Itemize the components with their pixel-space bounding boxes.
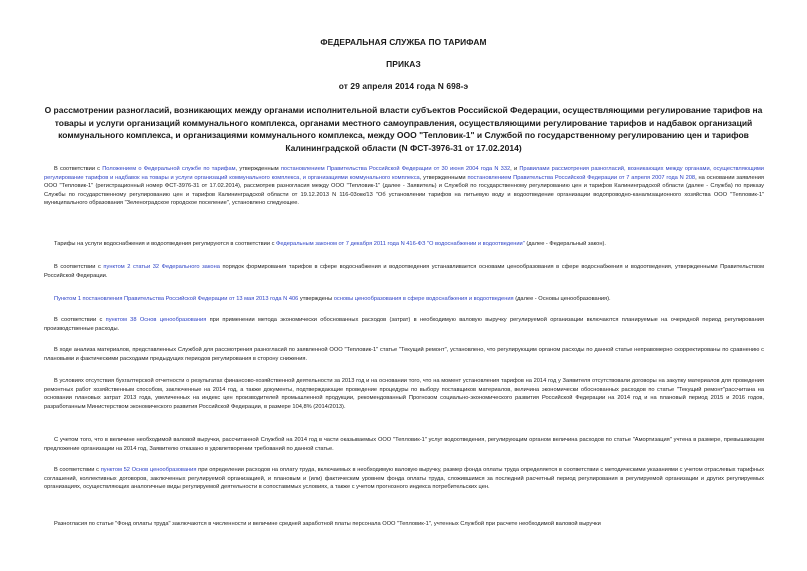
text: утверждены — [298, 296, 334, 302]
text: (далее - Федеральный закон). — [524, 241, 606, 247]
link-decree-332[interactable]: постановлением Правительства Российской Федерации от 30 июня 2004 года N 332 — [280, 166, 511, 172]
link-fts-regulation[interactable]: Положением о Федеральной службе по тарифам — [102, 166, 236, 172]
link-clause-52[interactable]: пунктом 52 Основ ценообразования — [100, 467, 197, 473]
text: Тарифы на услуги водоснабжения и водоотведения регулируются в соответствии с — [54, 241, 277, 247]
text: (далее - Основы ценообразования). — [513, 296, 611, 302]
paragraph-2 — [44, 240, 764, 249]
text: при применении метода экономически обоснованных расходов (затрат) в необходимую валовую выручку регулируемой организации включаются планируемые на очередной период регулирования производственные расходы. — [44, 317, 764, 332]
text: В соответствии с — [54, 166, 103, 172]
link-disagreement-rules[interactable]: Правилами рассмотрения разногласий, возникающих между органами, осуществляющими регулирование тарифов и надбавок на товары и услуги организаций коммунального комплекса, и организациями коммунального комплекса — [44, 166, 764, 181]
paragraph-5 — [44, 316, 764, 333]
paragraph-3 — [44, 263, 764, 280]
text: Разногласия по статье "Фонд оплаты труда" заключаются в численности и величине средней заработной платы персонала ООО "Тепловик-1", учтенных Службой при расчете необходимой валовой выручки — [54, 521, 601, 527]
link-decree-208[interactable]: постановлением Правительства Российской Федерации от 7 апреля 2007 года N 208 — [467, 174, 696, 181]
text: порядок формирования тарифов в сфере водоснабжения и водоотведения устанавливается основами ценообразования в сфере водоснабжения и водоотведения, утвержденными Правительством Российской Федерации. — [44, 264, 764, 279]
paragraph-6 — [44, 346, 764, 363]
text: , на основании заявления ООО "Тепловик-1" (регистрационный номер ФСТ-3976-31 от 17.02.2014), рассмотрев разногласия между ООО "Тепловик-1" (далее - Заявитель) и Службой по государственному регулированию цен и тарифов Калининградской области (далее - Служба) по приказу Службы по государственному регулированию цен и тарифов Калининградской области от 19.12.2013 N 116-03окк/13 "Об установлении тарифов на питьевую воду и водоотведение организации водопроводно-канализационного хозяйства ООО "Тепловик-1" муниципального образования "Зеленоградское городское поселение", установлено следующее. — [44, 174, 765, 207]
link-pricing-basics[interactable]: основы ценообразования в сфере водоснабжения и водоотведения — [333, 296, 514, 302]
text: В условиях отсутствия бухгалтерской отчетности о результатах финансово-хозяйственной деятельности за 2013 год и на основании того, что на момент установления тарифов на 2014 год у Заявителя отсутствовали договоры на закупку материалов для проведения ремонтных работ хозяйственным способом, заключенные на 2014 год, а также документы, подтверждающие проведение процедуры по выбору поставщиков материалов, величина экономически обоснованных расходов по статье "Текущий ремонт"рассчитана на основании плановых затрат 2013 года, увеличенных на индекс цен производителей промышленной продукции, рекомендованный Прогнозом социально-экономического развития Российской Федерации на 2014 год и на плановый период 2015 и 2016 годов, разработанным Министерством экономического развития Российской Федерации, в размере 104,8% (2014/2013). — [44, 378, 764, 410]
text: при определении расходов на оплату труда, включаемых в необходимую валовую выручку, размер фонда оплаты труда определяется в соответствии с методическими указаниями с учетом отраслевых тарифных соглашений, коллективных договоров, заключенных регулируемой организацией, и плановым и (или) фактическим уровнем фонда оплаты труда, сложившимся за последний расчетный период регулирования в регулируемой организации и других регулируемых организациях, осуществляющих аналогичные виды регулируемой деятельности в сопоставимых условиях, а также с учетом прогнозного индекса потребительских цен. — [44, 467, 765, 491]
document-type: ПРИКАЗ — [386, 59, 421, 69]
paragraph-10 — [44, 520, 764, 529]
text: , утвержденными — [419, 174, 468, 181]
text: , утвержденным — [235, 166, 281, 172]
document-date: от 29 апреля 2014 года N 698-э — [338, 81, 469, 91]
link-decree-406[interactable]: Пунктом 1 постановления Правительства Российской Федерации от 13 мая 2013 года N 406 — [54, 296, 299, 302]
link-clause-38[interactable]: пунктом 38 Основ ценообразования — [105, 317, 207, 323]
document-title: О рассмотрении разногласий, возникающих между органами исполнительной власти субъектов Российской Федерации, осуществляющими регулирование тарифов на товары и услуги организаций коммунального комплекса, органами местного самоуправления, осуществляющими регулирование тарифов и надбавок организаций коммунального комплекса, и организациями коммунального комплекса, между ООО "Тепловик-1" и Службой по государственному регулированию цен и тарифов Калининградской области (N ФСТ-3976-31 от 17.02.2014) — [44, 105, 763, 153]
paragraph-9 — [44, 466, 764, 492]
paragraph-8 — [44, 436, 764, 453]
paragraph-1 — [44, 165, 764, 208]
paragraph-7 — [44, 377, 764, 411]
text: С учетом того, что в величине необходимой валовой выручки, рассчитанной Службой на 2014 год в части оказываемых ООО "Тепловик-1" услуг водоотведения, регулирующим органом величина расходов по статье "Амортизация" учтена в размере, превышающем предложение организации на 2014 год, Заявителю отказано в удовлетворении требований по данной статье. — [44, 437, 764, 452]
text: , и — [510, 166, 520, 172]
text: В соответствии с — [54, 467, 101, 473]
text: В ходе анализа материалов, представленных Службой для рассмотрения разногласий по заявленной ООО "Тепловик-1" статье "Текущий ремонт", установлено, что регулирующим органом расходы по данной статье неправомерно скорректированы по сравнению с плановыми и фактическими расходами предыдущих периодов регулирования в сторону снижения. — [44, 347, 764, 362]
agency-name: ФЕДЕРАЛЬНАЯ СЛУЖБА ПО ТАРИФАМ — [320, 37, 487, 47]
text: В соответствии с — [54, 264, 104, 270]
link-article-32[interactable]: пунктом 2 статьи 32 Федерального закона — [103, 264, 220, 270]
link-federal-law-416[interactable]: Федеральным законом от 7 декабря 2011 года N 416-ФЗ "О водоснабжении и водоотведении" — [276, 241, 525, 247]
text: В соответствии с — [54, 317, 106, 323]
paragraph-4 — [44, 295, 764, 304]
